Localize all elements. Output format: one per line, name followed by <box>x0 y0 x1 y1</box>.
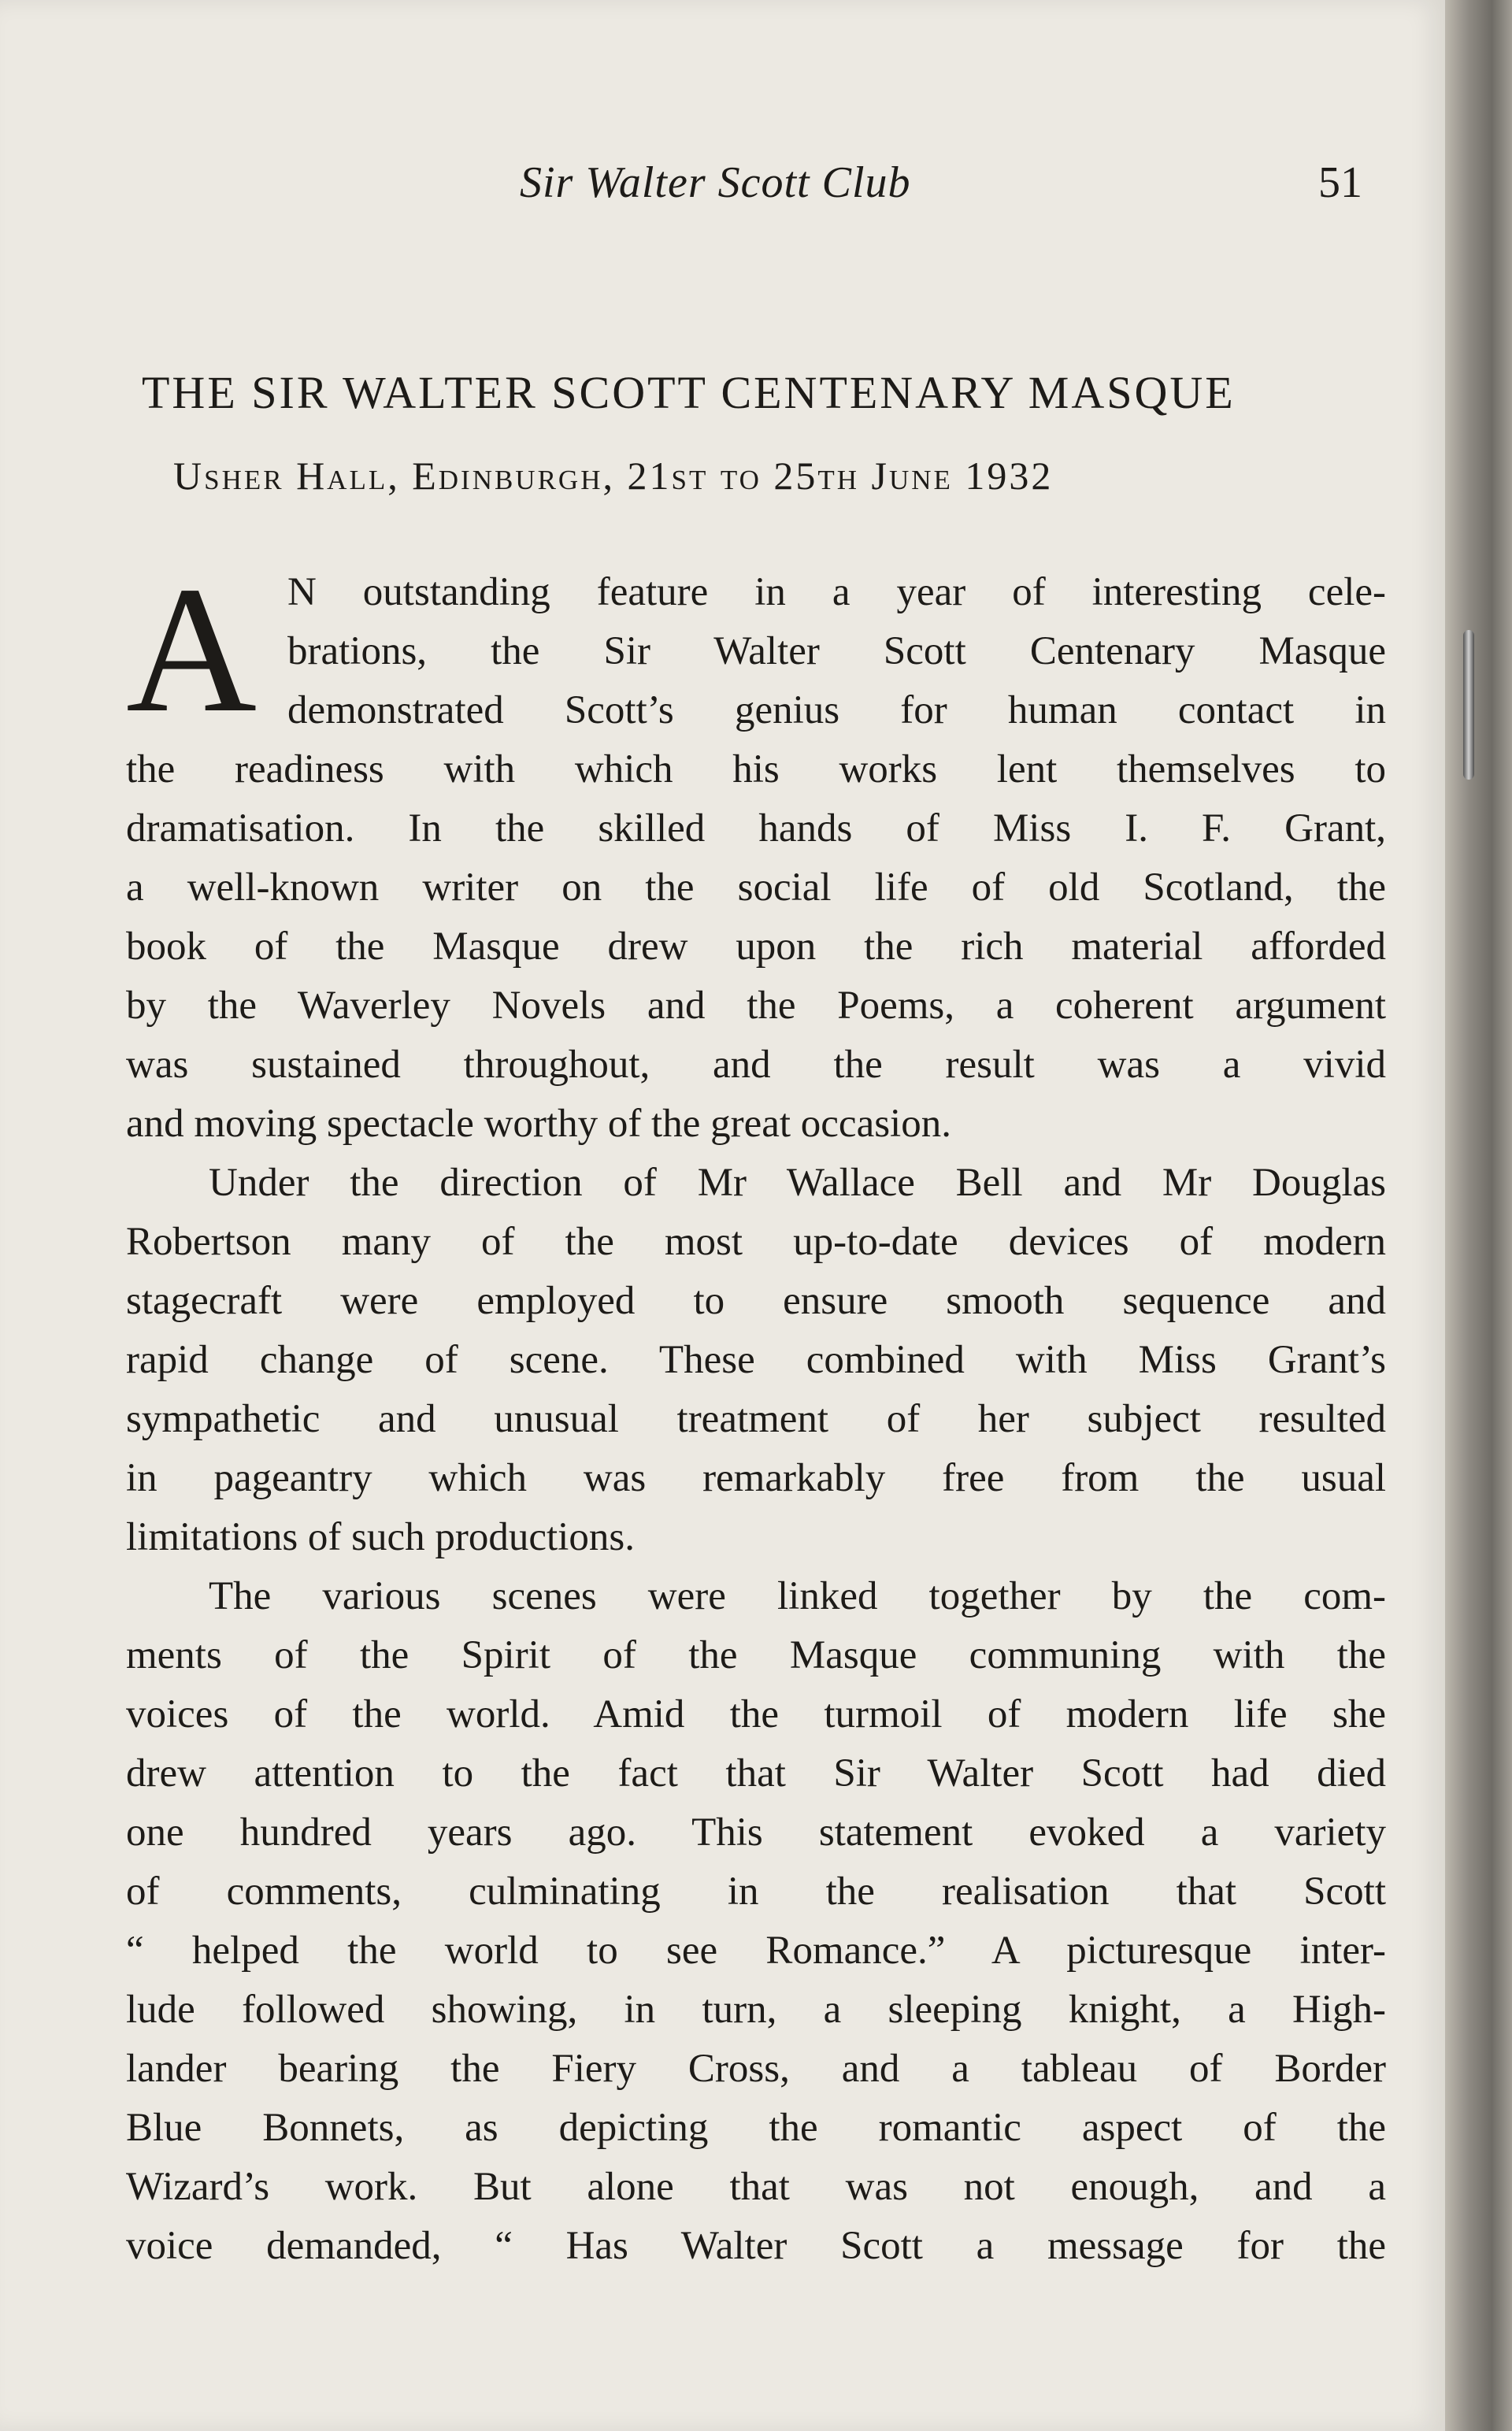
article-subtitle: Usher Hall, Edinburgh, 21st to 25th June 1932 <box>173 454 1054 498</box>
body-line: the readiness with which his works lent themselves to <box>126 747 1386 791</box>
body-line: dramatisation. In the skilled hands of Miss I. F. Grant, <box>126 806 1386 850</box>
body-line: “ helped the world to see Romance.” A picturesque inter- <box>126 1929 1386 1973</box>
body-line: N outstanding feature in a year of interesting cele- <box>287 570 1386 614</box>
body-line: voice demanded, “ Has Walter Scott a message for the <box>126 2224 1386 2268</box>
body-line: by the Waverley Novels and the Poems, a coherent argument <box>126 984 1386 1028</box>
body-line: ments of the Spirit of the Masque communing with the <box>126 1633 1386 1677</box>
body-line: one hundred years ago. This statement evoked a variety <box>126 1810 1386 1855</box>
body-line: Under the direction of Mr Wallace Bell and Mr Douglas <box>209 1161 1386 1205</box>
body-line: Wizard’s work. But alone that was not enough, and a <box>126 2165 1386 2209</box>
body-line: in pageantry which was remarkably free from the usual <box>126 1456 1386 1500</box>
body-line: sympathetic and unusual treatment of her subject resulted <box>126 1397 1386 1441</box>
drop-cap: A <box>126 549 258 750</box>
page-number: 51 <box>1318 158 1362 207</box>
body-line: a well-known writer on the social life of old Scotland, the <box>126 865 1386 910</box>
body-line: lander bearing the Fiery Cross, and a tableau of Border <box>126 2047 1386 2091</box>
book-binding-edge <box>1445 0 1512 2431</box>
body-line: drew attention to the fact that Sir Walter Scott had died <box>126 1751 1386 1795</box>
body-line: rapid change of scene. These combined with Miss Grant’s <box>126 1338 1386 1382</box>
body-line: voices of the world. Amid the turmoil of modern life she <box>126 1692 1386 1736</box>
body-line: The various scenes were linked together by the com- <box>209 1574 1386 1618</box>
body-line: stagecraft were employed to ensure smooth sequence and <box>126 1279 1386 1323</box>
article-title: THE SIR WALTER SCOTT CENTENARY MASQUE <box>142 367 1236 418</box>
running-head <box>134 157 1362 220</box>
body-line: was sustained throughout, and the result was a vivid <box>126 1043 1386 1087</box>
metal-clip <box>1463 630 1474 780</box>
body-line: of comments, culminating in the realisation that Scott <box>126 1870 1386 1914</box>
body-line: Blue Bonnets, as depicting the romantic aspect of the <box>126 2106 1386 2150</box>
body-line: brations, the Sir Walter Scott Centenary Masque <box>287 629 1386 673</box>
body-line: and moving spectacle worthy of the great occasion. <box>126 1102 951 1146</box>
running-title: Sir Walter Scott Club <box>520 158 911 207</box>
body-line: lude followed showing, in turn, a sleeping knight, a High- <box>126 1988 1386 2032</box>
body-line: demonstrated Scott’s genius for human contact in <box>287 688 1386 732</box>
body-line: Robertson many of the most up-to-date devices of modern <box>126 1220 1386 1264</box>
body-line: limitations of such productions. <box>126 1515 635 1559</box>
article-body <box>126 549 1386 2276</box>
body-line: book of the Masque drew upon the rich material afforded <box>126 925 1386 969</box>
